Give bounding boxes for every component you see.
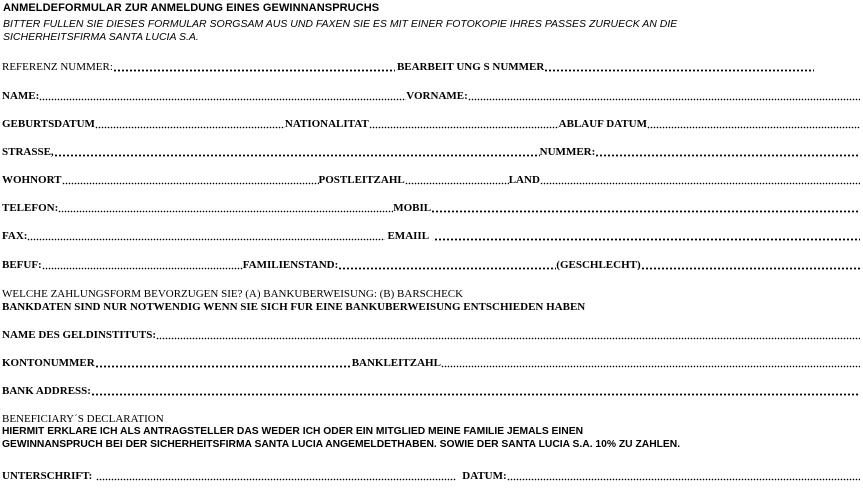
bank-name-field[interactable] — [156, 337, 860, 340]
row-occupation — [2, 258, 860, 272]
row-reference — [2, 60, 860, 74]
city-field[interactable] — [62, 182, 319, 185]
birth-date-label: GEBURTSDATUM — [2, 118, 95, 130]
date-label: DATUM: — [462, 470, 507, 482]
postal-code-label: POSTLEITZAHL — [318, 174, 405, 186]
row-name — [2, 89, 860, 103]
row-phone — [2, 201, 860, 215]
nationality-label: NATIONALITAT — [284, 118, 369, 130]
country-label: LAND — [508, 174, 540, 186]
signature-field[interactable] — [96, 478, 456, 481]
row-street — [2, 145, 860, 159]
payment-note: BANKDATEN SIND NUR NOTWENDIG WENN SIE SICH FUR EINE BANKUBERWEISUNG ENTSCHIEDEN HABEN — [2, 301, 586, 313]
first-name-label: VORNAME: — [406, 90, 468, 102]
declaration-line-2: GEWINNANSPRUCH BEI DER SICHERHEITSFIRMA SANTA LUCIA ANGEMELDETHABEN. SOWIE DER SANTA LUCIA S.A. 10% ZU ZAHLEN. — [2, 439, 681, 450]
occupation-label: BEFUF: — [2, 259, 42, 271]
email-field[interactable] — [434, 238, 860, 241]
row-signature — [2, 469, 860, 483]
name-field[interactable] — [39, 98, 406, 101]
bank-address-label: BANK ADDRESS: — [2, 385, 91, 397]
birth-date-field[interactable] — [95, 126, 285, 129]
declaration-heading: BENEFICIARY´S DECLARATION — [2, 413, 164, 425]
form-instructions — [3, 18, 853, 44]
processing-number-field[interactable] — [544, 69, 814, 72]
first-name-field[interactable] — [468, 98, 860, 101]
occupation-field[interactable] — [42, 267, 243, 270]
bank-code-field[interactable] — [441, 365, 860, 368]
declaration-line-1: HIERMIT ERKLARE ICH ALS ANTRAGSTELLER DAS WEDER ICH ODER EIN MITGLIED MEINE FAMILIE JEMALS EINEN — [2, 426, 584, 437]
bank-address-field[interactable] — [91, 393, 860, 396]
bank-code-label: BANKLEITZAHL — [351, 357, 441, 369]
email-label: EMAIIL — [387, 230, 430, 242]
date-field[interactable] — [507, 478, 860, 481]
country-field[interactable] — [540, 182, 860, 185]
instructions-line-1: BITTER FULLEN SIE DIESES FORMULAR SORGSAM AUS UND FAXEN SIE ES MIT EINER FOTOKOPIE IHRES PASSES ZURUECK AN DIE — [3, 18, 678, 30]
house-number-label: NUMMER: — [539, 146, 596, 158]
reference-number-field[interactable] — [113, 69, 395, 72]
account-number-label: KONTONUMMER — [2, 357, 95, 369]
fax-label: FAX: — [2, 230, 28, 242]
row-fax — [2, 229, 860, 243]
account-number-field[interactable] — [95, 365, 350, 368]
mobile-field[interactable] — [431, 210, 860, 213]
expiry-date-field[interactable] — [647, 126, 860, 129]
form-title: ANMELDEFORMULAR ZUR ANMELDUNG EINES GEWINNANSPRUCHS — [3, 2, 380, 14]
street-field[interactable] — [54, 154, 540, 157]
city-label: WOHNORT — [2, 174, 62, 186]
phone-field[interactable] — [58, 210, 393, 213]
marital-status-field[interactable] — [338, 267, 556, 270]
mobile-label: MOBIL — [393, 202, 432, 214]
reference-number-label: REFERENZ NUMMER: — [2, 61, 113, 73]
gender-label: (GESCHLECHT) — [556, 259, 641, 271]
fax-field[interactable] — [27, 238, 385, 241]
nationality-field[interactable] — [369, 126, 559, 129]
row-bank-name — [2, 328, 860, 342]
bank-name-label: NAME DES GELDINSTITUTS: — [2, 329, 157, 341]
instructions-line-2: SICHERHEITSFIRMA SANTA LUCIA S.A. — [3, 31, 199, 43]
street-label: STRASSE, — [2, 146, 54, 158]
processing-number-label: BEARBEIT UNG S NUMMER — [396, 61, 545, 73]
house-number-field[interactable] — [595, 154, 860, 157]
row-account — [2, 356, 860, 370]
gender-field[interactable] — [641, 267, 860, 270]
name-label: NAME: — [2, 90, 40, 102]
payment-question: WELCHE ZAHLUNGSFORM BEVORZUGEN SIE? (A) BANKUBERWEISUNG: (B) BARSCHECK — [2, 288, 464, 300]
phone-label: TELEFON: — [2, 202, 59, 214]
expiry-date-label: ABLAUF DATUM — [558, 118, 647, 130]
row-city — [2, 173, 860, 187]
row-birth — [2, 117, 860, 131]
signature-label: UNTERSCHRIFT: — [2, 470, 93, 482]
marital-status-label: FAMILIENSTAND: — [242, 259, 339, 271]
postal-code-field[interactable] — [405, 182, 509, 185]
row-bank-address — [2, 384, 860, 398]
